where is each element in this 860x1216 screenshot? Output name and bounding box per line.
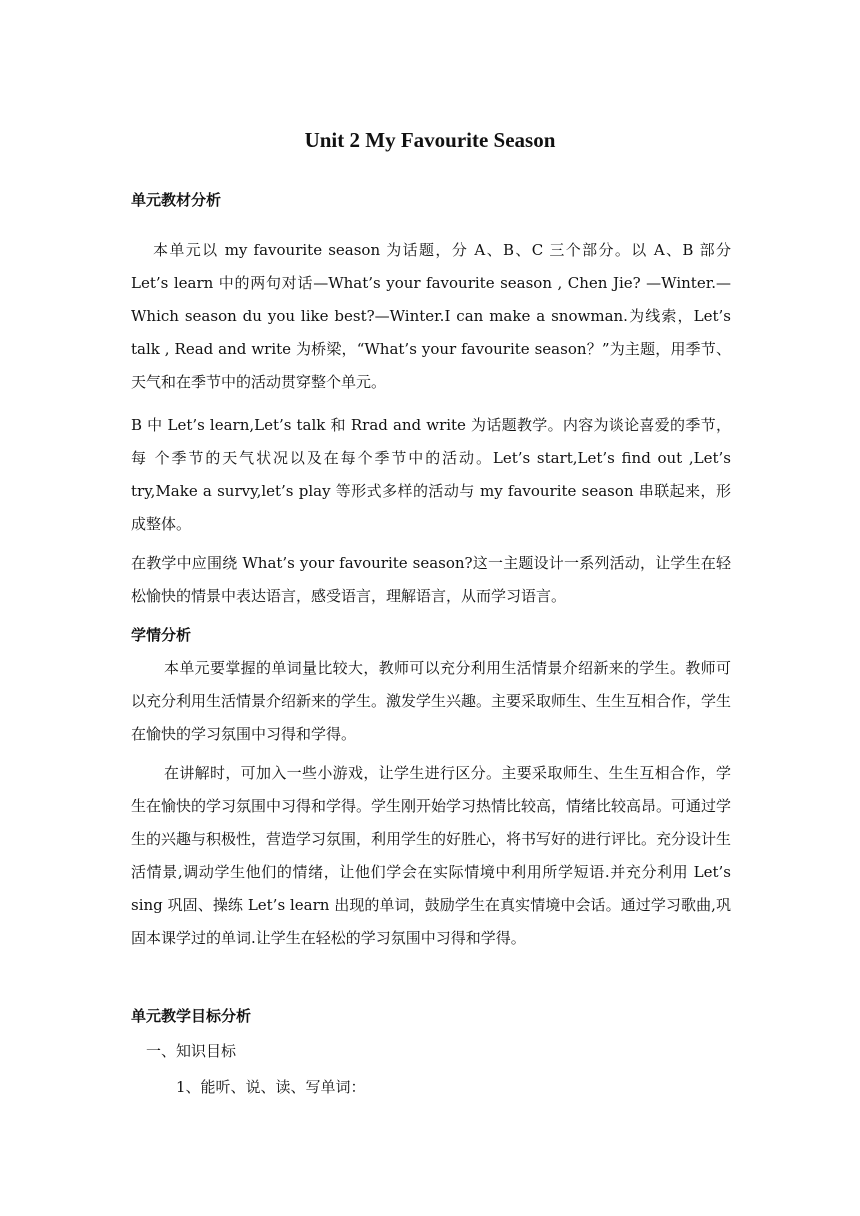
- paragraph-learning-2: 在讲解时，可加入一些小游戏，让学生进行区分。主要采取师生、生生互相合作，学生在愉快的学习氛围中习得和学得。学生刚开始学习热情比较高，情绪比较高昂。可通过学生的兴趣与积极性，营造学习氛围，利用学生的好胜心，将书写好的进行评比。充分设计生活情景,调动学生他们的情绪，让他们学会在实际情境中利用所学短语.并充分利用 Let’s sing 巩固、操练 Let’s learn 出现的单词，鼓励学生在真实情境中会话。通过学习歌曲,巩固本课学过的单词.让学生在轻松的学习氛围中习得和学得。: [131, 764, 732, 947]
- section-heading-goals-analysis: 单元教学目标分析: [131, 1007, 252, 1025]
- document-title: Unit 2 My Favourite Season: [304, 128, 556, 152]
- section-heading-material-analysis: 单元教材分析: [131, 191, 222, 209]
- paragraph-learning-1: 本单元要掌握的单词量比较大，教师可以充分利用生活情景介绍新来的学生。教师可以充分利用生活情景介绍新来的学生。激发学生兴趣。主要采取师生、生生互相合作，学生在愉快的学习氛围中习得和学得。: [131, 659, 732, 743]
- paragraph-material-1: 本单元以 my favourite season 为话题，分 A、B、C 三个部分。以 A、B 部分 Let’s learn 中的两句对话—What’s your favourite season , Chen Jie? —Winter.—Which season du you like best?—Winter.I can make a snowman.为线索，Let’s talk , Read and write 为桥梁，“What’s your favourite season？”为主题，用季节、天气和在季节中的活动贯穿整个单元。: [131, 241, 731, 391]
- section-heading-learning-analysis: 学情分析: [131, 626, 192, 644]
- paragraph-material-2: B 中 Let’s learn,Let’s talk 和 Rrad and write 为话题教学。内容为谈论喜爱的季节，每 个季节的天气状况以及在每个季节中的活动。Let’s start,Let’s find out ,Let’s try,Make a survy,let’s play 等形式多样的活动与 my favourite season 串联起来，形成整体。: [131, 416, 731, 533]
- goals-item-knowledge: 一、知识目标: [146, 1042, 237, 1060]
- paragraph-material-3: 在教学中应围绕 What’s your favourite season?这一主题设计一系列活动，让学生在轻松愉快的情景中表达语言，感受语言，理解语言，从而学习语言。: [131, 554, 731, 605]
- goals-subitem-words: 1、能听、说、读、写单词：: [176, 1078, 366, 1096]
